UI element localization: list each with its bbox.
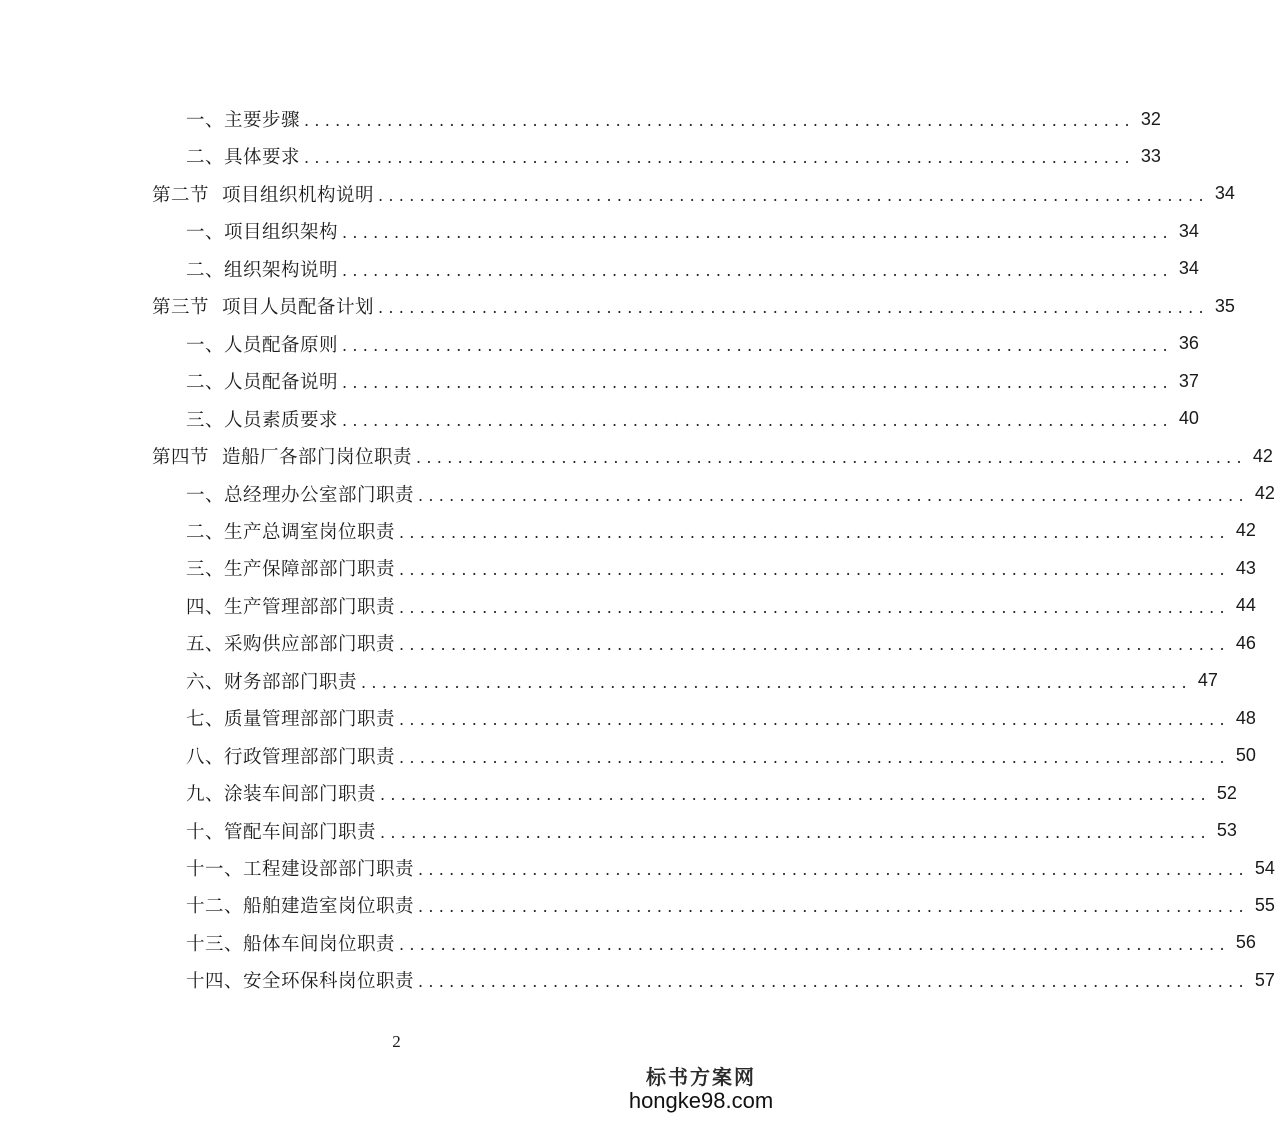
toc-entry-label: 六、财务部部门职责 <box>186 671 358 693</box>
page-number: 2 <box>392 1032 401 1051</box>
toc-entry-page: 48 <box>1235 707 1256 728</box>
toc-leader-dots: ................................................................................ <box>399 597 1230 617</box>
toc-entry <box>152 441 1273 471</box>
toc-entry-label: 三、人员素质要求 <box>186 409 339 431</box>
toc-entry-page: 33 <box>1140 145 1161 166</box>
toc-leader-dots: ................................................................................ <box>342 223 1173 243</box>
toc-entry-page: 42 <box>1235 520 1256 541</box>
toc-entry <box>186 778 1237 808</box>
toc-entry <box>186 965 1275 995</box>
toc-leader-dots: ................................................................................ <box>304 148 1135 168</box>
toc-entry <box>186 216 1199 246</box>
toc-leader-dots: ................................................................................ <box>399 934 1230 954</box>
toc-entry <box>186 628 1256 658</box>
toc-entry-label: 三、生产保障部部门职责 <box>186 559 396 581</box>
toc-entry-page: 34 <box>1178 220 1199 241</box>
toc-entry-label: 四、生产管理部部门职责 <box>186 596 396 618</box>
toc-entry-label: 二、组织架构说明 <box>186 259 339 281</box>
toc-entry <box>186 928 1256 958</box>
toc-entry <box>186 853 1275 883</box>
toc-entry-label: 十一、工程建设部部门职责 <box>186 859 415 880</box>
toc-leader-dots: ................................................................................ <box>399 710 1230 730</box>
toc-leader-dots: ................................................................................ <box>380 785 1211 805</box>
toc-entry <box>186 329 1199 359</box>
toc-entry-label: 十四、安全环保科岗位职责 <box>186 971 415 993</box>
toc-leader-dots: ................................................................................ <box>399 522 1230 542</box>
toc-leader-dots: ................................................................................ <box>378 298 1209 318</box>
toc-entry-page: 53 <box>1216 820 1237 841</box>
toc-leader-dots: ................................................................................ <box>378 185 1209 205</box>
toc-entry-page: 54 <box>1254 857 1275 878</box>
toc-entry-label: 第四节 <box>152 447 210 469</box>
toc-leader-dots: ................................................................................ <box>342 260 1173 280</box>
toc-entry-page: 36 <box>1178 333 1199 354</box>
toc-leader-dots: ................................................................................ <box>361 672 1192 692</box>
toc-entry-label: 二、生产总调室岗位职责 <box>186 521 396 543</box>
toc-entry-label: 第二节 <box>152 184 210 206</box>
toc-entry <box>186 479 1275 509</box>
toc-entry-page: 37 <box>1178 370 1199 391</box>
toc-entry <box>152 179 1235 209</box>
toc-entry-label: 九、涂装车间部门职责 <box>186 784 377 806</box>
toc-entry-page: 50 <box>1235 745 1256 766</box>
toc-entry-page: 34 <box>1178 258 1199 279</box>
watermark-url: hongke98.com <box>628 1088 774 1113</box>
toc-entry-page: 55 <box>1254 894 1275 915</box>
toc-entry-label: 十三、船体车间岗位职责 <box>186 933 396 955</box>
toc-entry-page: 56 <box>1235 932 1256 953</box>
toc-entry-label: 十、管配车间部门职责 <box>186 821 377 843</box>
toc-entry-page: 57 <box>1254 969 1275 990</box>
toc-entry-label: 一、主要步骤 <box>186 110 301 131</box>
toc-entry-label: 二、人员配备说明 <box>186 372 339 394</box>
toc-leader-dots: ................................................................................ <box>418 860 1249 879</box>
toc-entry-page: 34 <box>1214 183 1235 204</box>
toc-entry-label: 一、总经理办公室部门职责 <box>186 484 415 506</box>
toc-entry-label: 十二、船舶建造室岗位职责 <box>186 896 415 918</box>
toc-entry <box>186 141 1161 171</box>
site-watermark <box>621 1061 781 1114</box>
toc-entry <box>186 366 1199 396</box>
toc-leader-dots: ................................................................................ <box>416 448 1247 468</box>
toc-entry-title: 造船厂各部门岗位职责 <box>222 447 413 469</box>
toc-leader-dots: ................................................................................ <box>380 822 1211 842</box>
toc-entry <box>186 741 1256 771</box>
toc-entry <box>186 666 1218 696</box>
toc-leader-dots: ................................................................................ <box>342 335 1173 355</box>
toc-entry-page: 42 <box>1254 483 1275 503</box>
toc-leader-dots: ................................................................................ <box>399 560 1230 580</box>
toc-entry-title: 项目组织机构说明 <box>222 184 375 206</box>
toc-entry-label: 五、采购供应部部门职责 <box>186 634 396 656</box>
toc-entry-label: 八、行政管理部部门职责 <box>186 746 396 768</box>
toc-entry-page: 35 <box>1214 295 1235 316</box>
toc-leader-dots: ................................................................................ <box>304 111 1135 130</box>
toc-leader-dots: ................................................................................ <box>399 747 1230 767</box>
toc-entry-page: 43 <box>1235 557 1256 578</box>
toc-entry-label: 二、具体要求 <box>186 147 301 169</box>
toc-entry <box>186 890 1275 920</box>
toc-leader-dots: ................................................................................ <box>399 635 1230 655</box>
toc-leader-dots: ................................................................................ <box>418 485 1249 505</box>
toc-entry <box>186 816 1237 846</box>
toc-entry <box>186 404 1199 434</box>
toc-leader-dots: ................................................................................ <box>342 373 1173 393</box>
toc-entry-page: 40 <box>1178 408 1199 429</box>
toc-entry-title: 项目人员配备计划 <box>222 297 375 319</box>
toc-entry-label: 一、人员配备原则 <box>186 334 339 356</box>
toc-leader-dots: ................................................................................ <box>342 410 1173 430</box>
toc-entry-page: 52 <box>1216 782 1237 803</box>
toc-entry-page: 46 <box>1235 632 1256 653</box>
toc-leader-dots: ................................................................................ <box>418 972 1249 992</box>
toc-entry <box>186 254 1199 284</box>
toc-entry-page: 42 <box>1252 445 1273 466</box>
toc-entry <box>186 516 1256 546</box>
toc-entry-page: 47 <box>1197 670 1218 691</box>
toc-entry <box>186 703 1256 733</box>
toc-entry <box>152 291 1235 321</box>
toc-entry <box>186 591 1256 621</box>
toc-entry-label: 第三节 <box>152 297 210 319</box>
toc-entry-page: 32 <box>1140 108 1161 129</box>
toc-leader-dots: ................................................................................ <box>418 897 1249 917</box>
toc-entry-label: 一、项目组织架构 <box>186 222 339 244</box>
toc-entry-label: 七、质量管理部部门职责 <box>186 709 396 731</box>
toc-entry-page: 44 <box>1235 595 1256 616</box>
watermark-title: 标书方案网 <box>646 1065 756 1089</box>
toc-entry <box>186 553 1256 583</box>
toc-entry <box>186 104 1161 134</box>
